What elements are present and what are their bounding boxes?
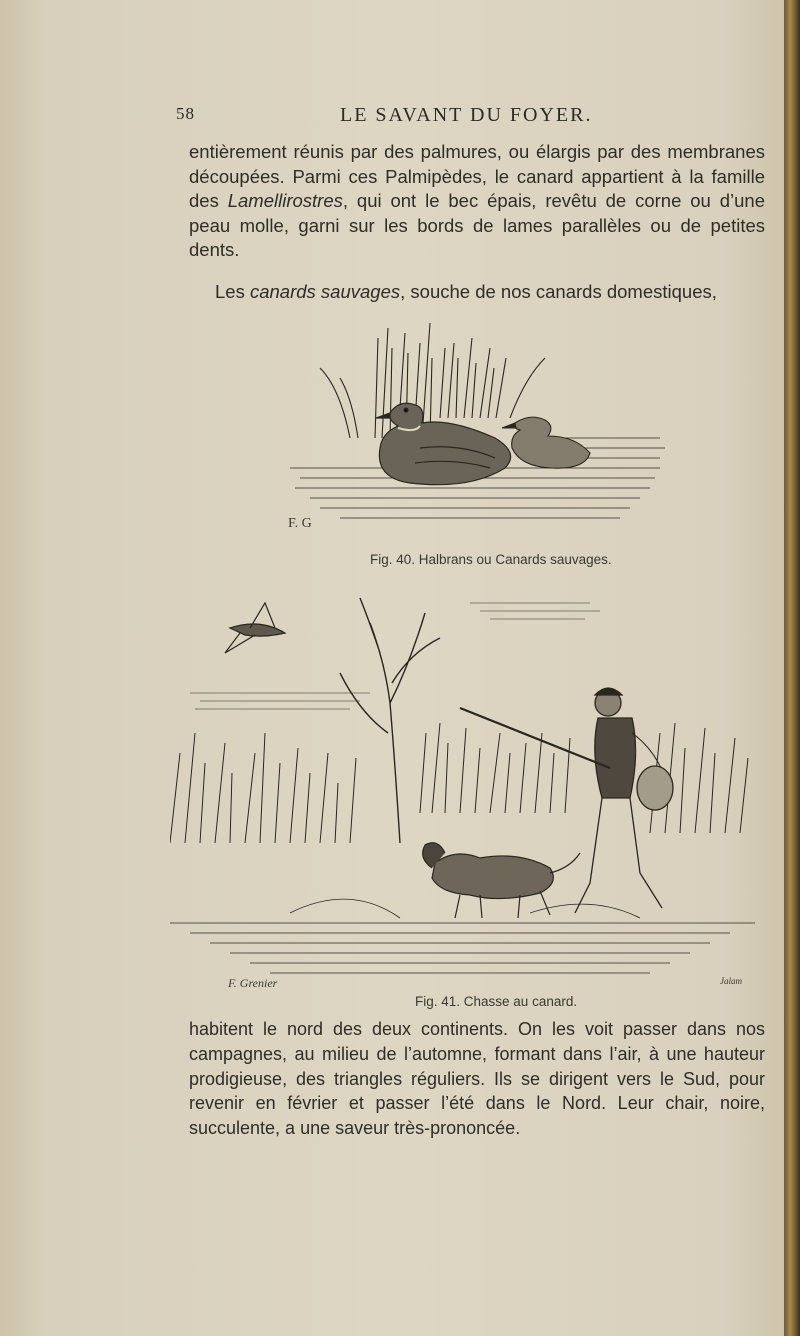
- page-header: [0, 104, 784, 134]
- flying-duck: [225, 603, 285, 653]
- hunter-gun: [460, 708, 610, 768]
- hunting-dog: [423, 843, 580, 918]
- duck-back: [502, 417, 590, 468]
- figure-41-illustration: [170, 583, 755, 993]
- paragraph-3: habitent le nord des deux continents. On les voit passer dans nos campagnes, au milieu de l’automne, formant dans l’air, à une hauteur prodigieuse, des triangles réguliers. Ils se dirigent vers le Sud, pour revenir en février et passer l’été dans le Nord. Leur chair, noire, succulente, a une saveur très-prononcée.: [189, 1019, 765, 1139]
- paragraph-1: [189, 140, 765, 263]
- figure-40-signature: F. G: [288, 516, 312, 531]
- figure-40-caption: Fig. 40. Halbrans ou Canards sauvages.: [370, 552, 612, 567]
- p2-prefix: Les: [215, 281, 250, 302]
- figure-41-caption: Fig. 41. Chasse au canard.: [415, 994, 578, 1009]
- p2-text: , souche de nos canards domestiques,: [400, 281, 717, 302]
- figure-40-illustration: [280, 318, 670, 538]
- p1-text-end: , qui ont le bec épais, revêtu de corne ou d’une peau molle, garni sur les bords de lames parallèles ou de petites dents.: [189, 190, 765, 261]
- p1-text: entièrement réunis par des palmures, ou élargis par des membranes découpées. Parmi ces Palmipèdes, le canard appartient à la famille des: [189, 141, 765, 212]
- figure-41-engraver-mark: Jalam: [720, 976, 742, 986]
- page-number: 58: [176, 104, 195, 123]
- p2-italic-term: canards sauvages: [249, 281, 401, 302]
- figure-41-signature: F. Grenier: [228, 976, 278, 990]
- paragraph-2: [189, 280, 765, 305]
- bare-tree: [340, 598, 440, 843]
- duck-front: [376, 403, 511, 484]
- running-title: LE SAVANT DU FOYER.: [340, 104, 593, 126]
- book-spine-edge: [784, 0, 800, 1336]
- hunter: [575, 688, 673, 913]
- reeds: [320, 323, 545, 438]
- ground-water: [170, 899, 755, 973]
- p1-italic-term: Lamellirostres: [227, 190, 343, 212]
